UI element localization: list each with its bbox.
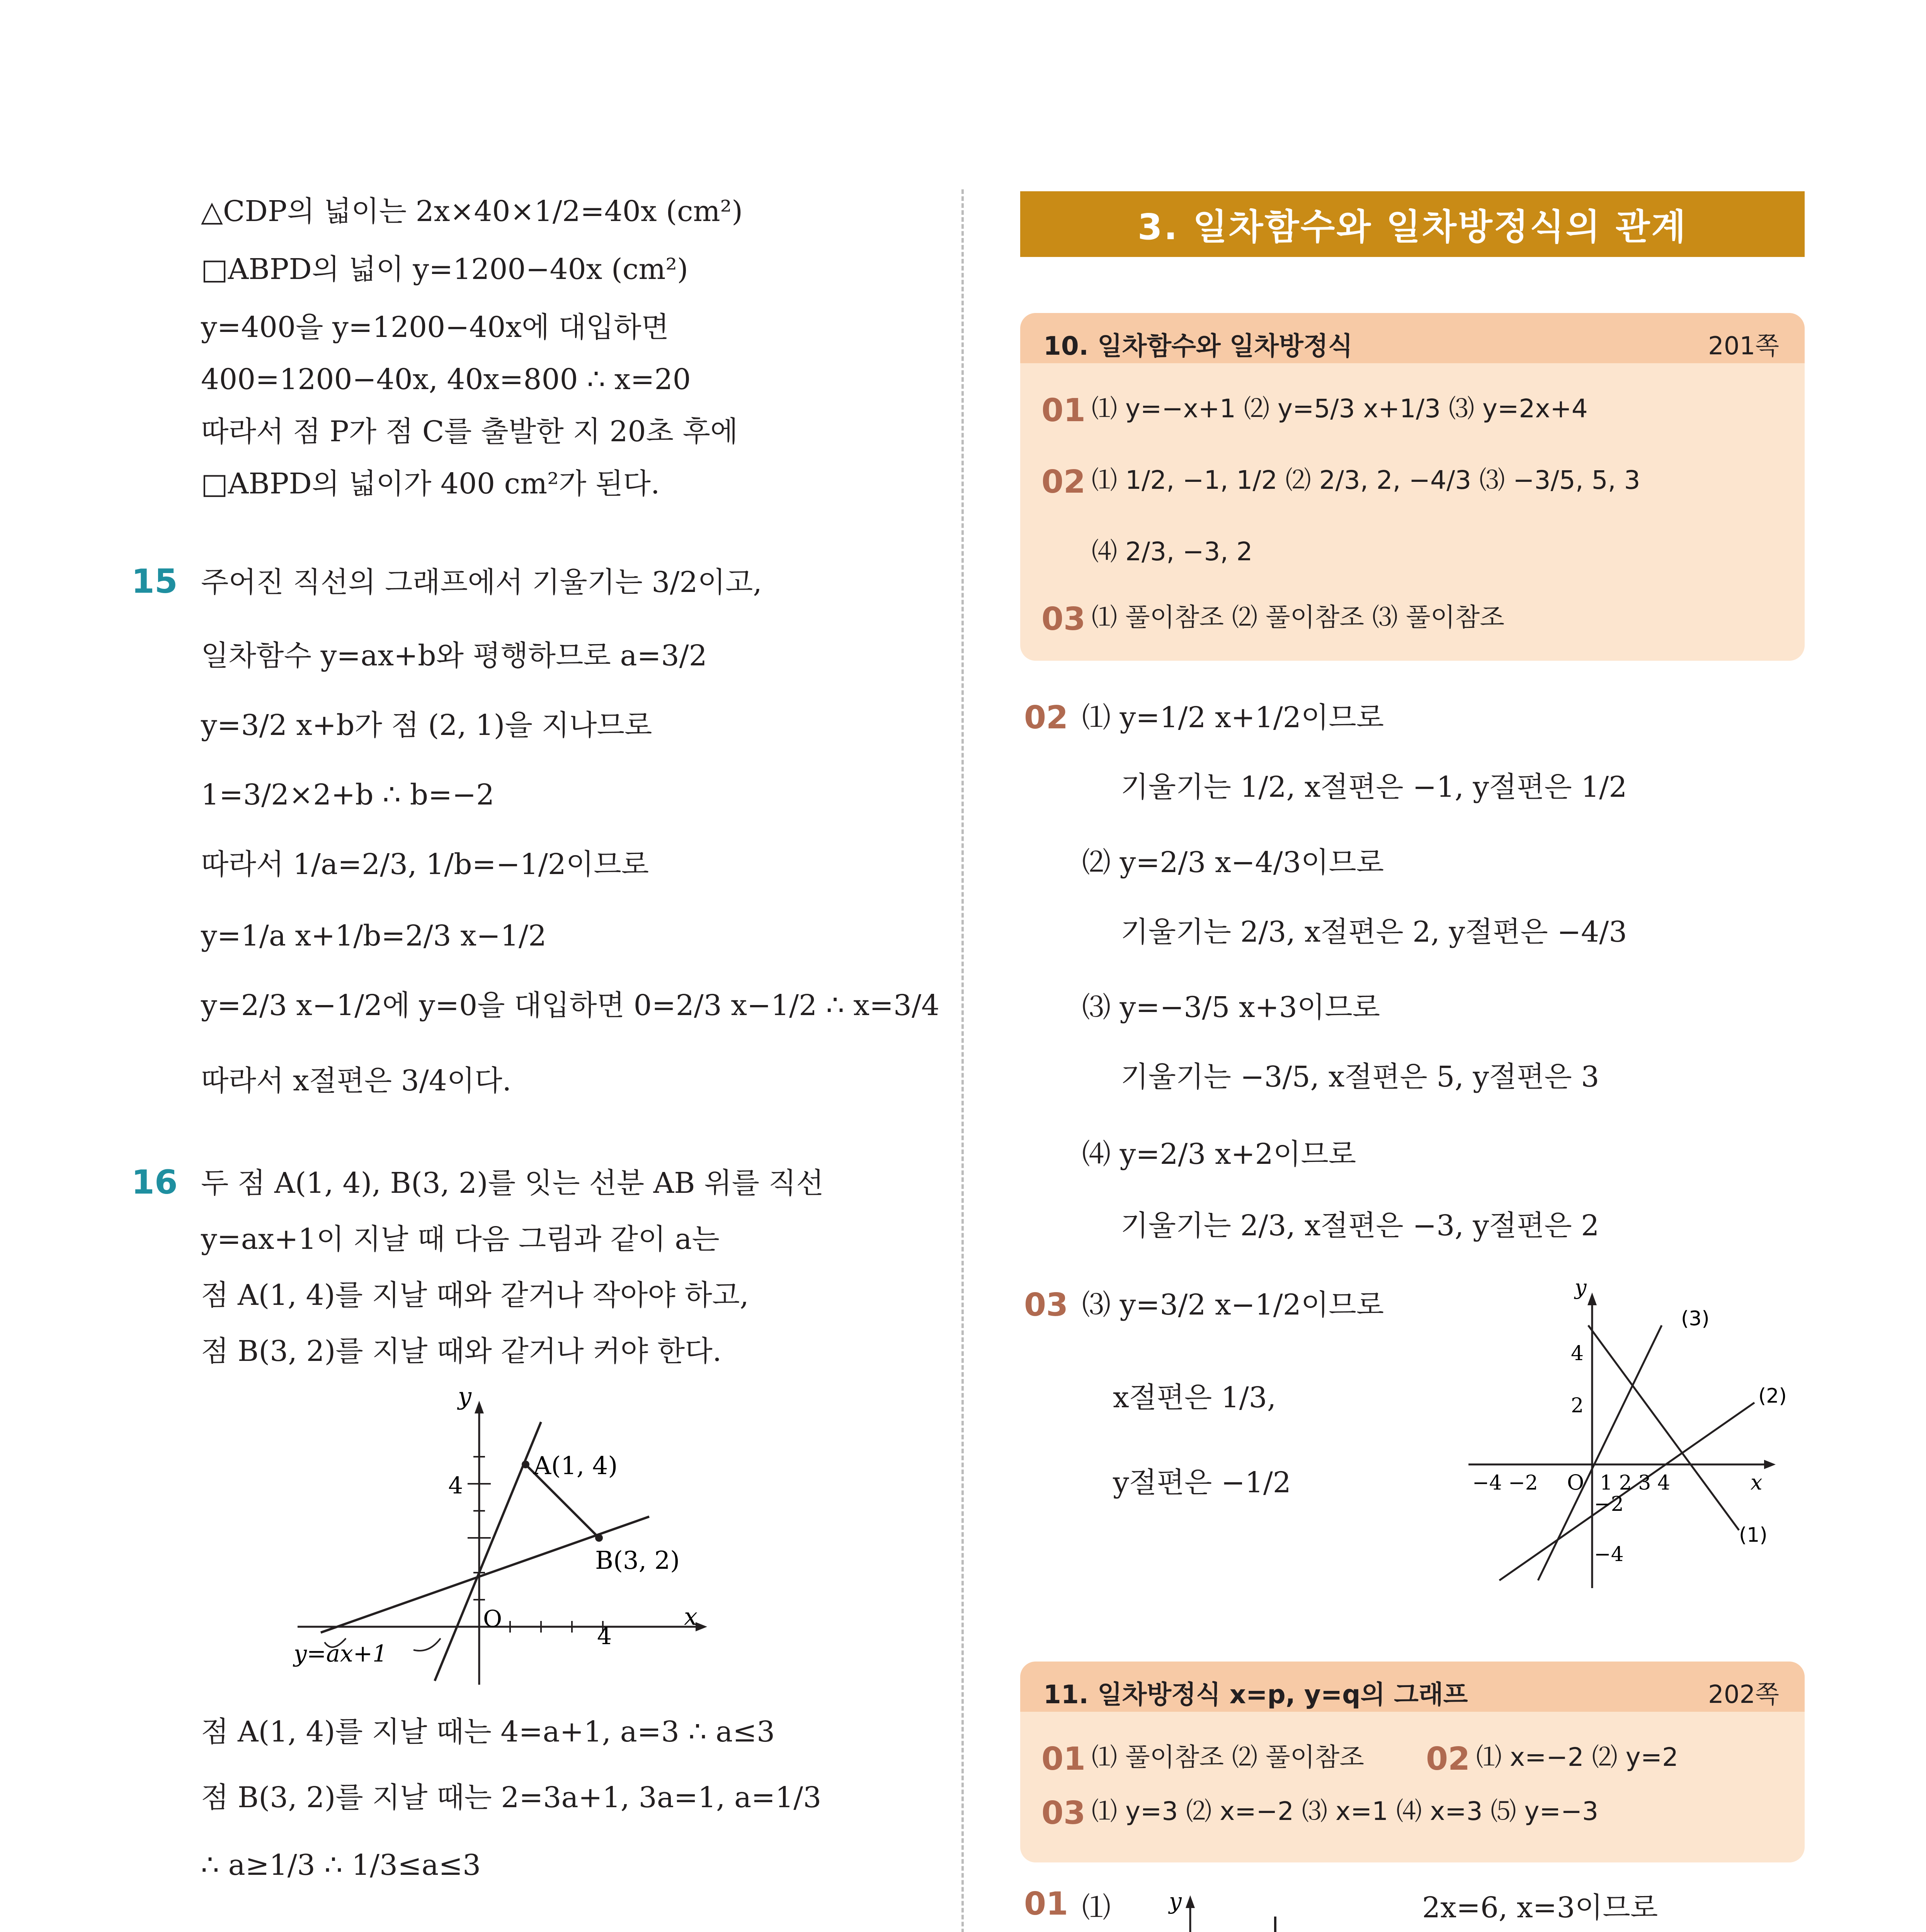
tick-label: −2: [1594, 1493, 1624, 1516]
origin-label: O: [1567, 1470, 1584, 1495]
text-line: 점 A(1, 4)를 지날 때는 4=a+1, a=3 ∴ a≤3: [201, 1715, 775, 1748]
line-1-label: (1): [1739, 1524, 1768, 1547]
problem-number: 16: [131, 1163, 178, 1202]
answer-row: ⑴ 풀이참조 ⑵ 풀이참조: [1092, 1742, 1364, 1772]
line-2: [1538, 1325, 1662, 1580]
point-a: [522, 1461, 529, 1468]
graph-03: [1461, 1279, 1809, 1596]
text-line: 주어진 직선의 그래프에서 기울기는 3/2이고,: [201, 566, 762, 599]
part-label: ⑴: [1082, 1891, 1111, 1924]
text-line: y=ax+1이 지날 때 다음 그림과 같이 a는: [201, 1223, 720, 1256]
row-number: 02: [1041, 464, 1086, 500]
tick-label: 4: [1571, 1342, 1584, 1365]
point-b-label: B(3, 2): [595, 1546, 680, 1575]
graph-01-1: [1113, 1886, 1383, 1932]
text-line: □ABPD의 넓이가 400 cm²가 된다.: [201, 467, 660, 500]
text-line: y=1/a x+1/b=2/3 x−1/2: [201, 919, 547, 952]
graph-16: [282, 1383, 738, 1692]
tick-label: 2: [1571, 1394, 1584, 1417]
text-line: y=400을 y=1200−40x에 대입하면: [201, 311, 669, 344]
row-number: 01: [1041, 392, 1086, 429]
text-line: 따라서 1/a=2/3, 1/b=−1/2이므로: [201, 848, 649, 881]
answer-row: ⑴ x=−2 ⑵ y=2: [1476, 1742, 1678, 1772]
line-label: y=ax+1: [294, 1640, 388, 1667]
y-arrow-icon: [1186, 1895, 1195, 1908]
text-line: 기울기는 1/2, x절편은 −1, y절편은 1/2: [1121, 770, 1627, 804]
text-line: 1=3/2×2+b ∴ b=−2: [201, 778, 495, 811]
answer-row: ⑴ y=−x+1 ⑵ y=5/3 x+1/3 ⑶ y=2x+4: [1092, 394, 1588, 423]
box-page: 202쪽: [1708, 1680, 1779, 1709]
column-divider: [961, 189, 964, 1932]
text-line: 일차함수 y=ax+b와 평행하므로 a=3/2: [201, 639, 707, 672]
text-line: 점 A(1, 4)를 지날 때와 같거나 작아야 하고,: [201, 1279, 749, 1312]
text-line: x절편은 1/3,: [1113, 1381, 1276, 1414]
y-label: y: [1575, 1279, 1587, 1299]
text-line: 점 B(3, 2)를 지날 때는 2=3a+1, 3a=1, a=1/3: [201, 1781, 822, 1814]
tick-label: 1 2 3 4: [1600, 1471, 1670, 1495]
text-line: 기울기는 2/3, x절편은 −3, y절편은 2: [1121, 1209, 1599, 1242]
box-title: 10. 일차함수와 일차방정식: [1043, 331, 1353, 361]
text-line: 따라서 점 P가 점 C를 출발한 지 20초 후에: [201, 415, 738, 448]
text-line: y=2/3 x−1/2에 y=0을 대입하면 0=2/3 x−1/2 ∴ x=3/4: [201, 989, 940, 1022]
box-title: 11. 일차방정식 x=p, y=q의 그래프: [1043, 1680, 1468, 1709]
tick-label: −4 −2: [1472, 1471, 1538, 1495]
point-b: [595, 1534, 603, 1542]
row-number: 01: [1041, 1741, 1086, 1777]
tick-label: 4: [597, 1623, 612, 1650]
text-line: ∴ a≥1/3 ∴ 1/3≤a≤3: [201, 1849, 481, 1882]
summary-box-10: [1020, 313, 1805, 661]
text-line: 기울기는 −3/5, x절편은 5, y절편은 3: [1121, 1060, 1599, 1094]
line-3-label: (3): [1681, 1307, 1710, 1330]
text-line: △CDP의 넓이는 2x×40×1/2=40x (cm²): [201, 195, 743, 228]
answer-row: ⑴ 풀이참조 ⑵ 풀이참조 ⑶ 풀이참조: [1092, 602, 1504, 632]
text-line: ⑶ y=−3/5 x+3이므로: [1082, 991, 1380, 1024]
text-line: ⑶ y=3/2 x−1/2이므로: [1082, 1288, 1384, 1321]
text-line: y절편은 −1/2: [1113, 1466, 1291, 1499]
answer-row: ⑴ 1/2, −1, 1/2 ⑵ 2/3, 2, −4/3 ⑶ −3/5, 5, 3: [1092, 465, 1640, 495]
x-label: x: [684, 1602, 698, 1631]
point-a-label: A(1, 4): [533, 1452, 618, 1480]
solution-number: 02: [1024, 699, 1068, 736]
x-arrow-icon: [1764, 1460, 1776, 1469]
tick-label: −4: [1594, 1543, 1624, 1566]
solution-number: 01: [1024, 1886, 1068, 1922]
row-number: 02: [1426, 1741, 1470, 1777]
text-line: 400=1200−40x, 40x=800 ∴ x=20: [201, 363, 691, 396]
summary-box-11: [1020, 1662, 1805, 1862]
box-page: 201쪽: [1708, 332, 1779, 361]
y-arrow-icon: [1587, 1293, 1597, 1305]
tick-label: 4: [448, 1472, 463, 1499]
text-line: 따라서 x절편은 3/4이다.: [201, 1064, 512, 1097]
line-2-label: (2): [1758, 1384, 1787, 1408]
text-line: y=3/2 x+b가 점 (2, 1)을 지나므로: [201, 709, 652, 742]
text-line: 2x=6, x=3이므로: [1422, 1891, 1658, 1924]
text-line: ⑴ y=1/2 x+1/2이므로: [1082, 701, 1384, 734]
origin-label: O: [483, 1605, 502, 1633]
text-line: ⑵ y=2/3 x−4/3이므로: [1082, 846, 1384, 879]
text-line: 기울기는 2/3, x절편은 2, y절편은 −4/3: [1121, 915, 1627, 949]
problem-number: 15: [131, 562, 178, 601]
row-number: 03: [1041, 601, 1086, 638]
text-line: ⑷ y=2/3 x+2이므로: [1082, 1138, 1356, 1171]
answer-row: ⑴ y=3 ⑵ x=−2 ⑶ x=1 ⑷ x=3 ⑸ y=−3: [1092, 1796, 1599, 1826]
y-label: y: [1169, 1888, 1182, 1914]
text-line: 두 점 A(1, 4), B(3, 2)를 잇는 선분 AB 위를 직선: [201, 1167, 824, 1200]
text-line: □ABPD의 넓이 y=1200−40x (cm²): [201, 253, 688, 286]
y-label: y: [458, 1383, 472, 1410]
section-banner: 3. 일차함수와 일차방정식의 관계: [1020, 191, 1805, 257]
row-number: 03: [1041, 1795, 1086, 1832]
x-label: x: [1751, 1470, 1763, 1495]
text-line: 점 B(3, 2)를 지날 때와 같거나 커야 한다.: [201, 1335, 722, 1368]
y-arrow-icon: [475, 1401, 484, 1413]
answer-row: ⑷ 2/3, −3, 2: [1092, 537, 1253, 566]
solution-number: 03: [1024, 1287, 1068, 1323]
